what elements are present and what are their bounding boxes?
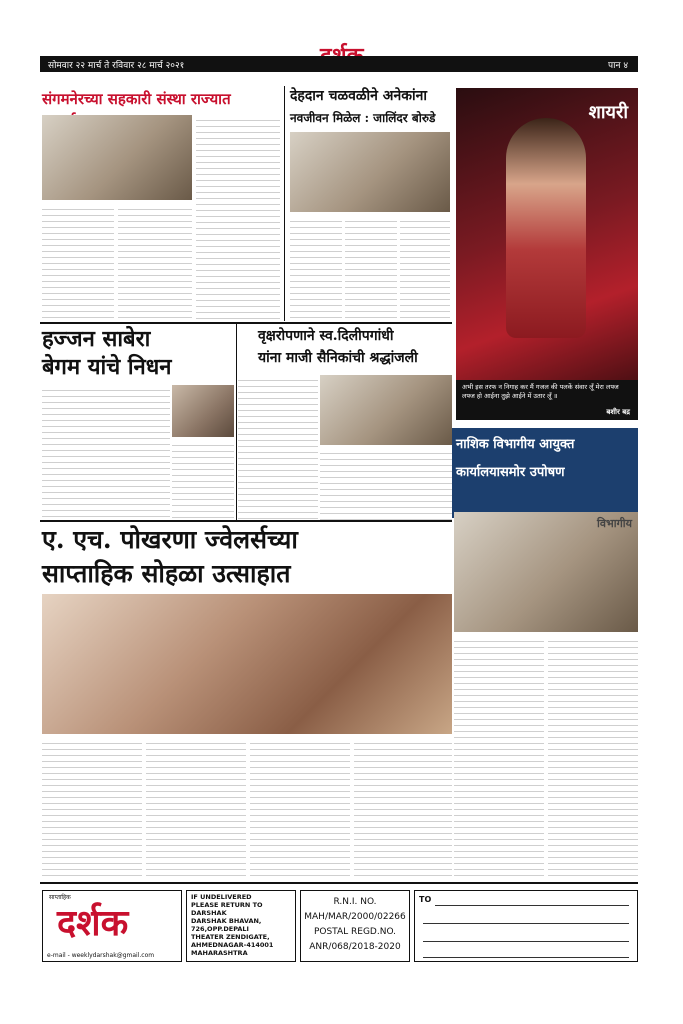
footer-brand-small: साप्ताहिक: [49, 894, 71, 901]
shayari-author: बशीर बद्र: [606, 408, 630, 416]
story5-photo-sign: विभागीय: [597, 517, 632, 530]
story1-text-col3: [118, 204, 192, 320]
reg-line: ANR/068/2018-2020: [309, 942, 401, 952]
story6-headline-line2: साप्ताहिक सोहळा उत्साहात: [42, 559, 291, 588]
shayari-title: शायरी: [588, 102, 628, 123]
story1-photo: [42, 115, 192, 200]
story6-text-col2: [146, 738, 246, 876]
story3-headline-line2: बेगम यांचे निधन: [42, 354, 172, 380]
address-line: MAHARASHTRA: [191, 949, 248, 957]
date-line: सोमवार २२ मार्च ते रविवार २८ मार्च २०२१: [48, 61, 185, 71]
story2-text-col1: [290, 216, 342, 318]
story1-text-col2: [42, 204, 114, 320]
story5-headline-line2: कार्यालयासमोर उपोषण: [456, 465, 565, 480]
address-line: THEATER ZENDIGATE,: [191, 933, 270, 941]
footer-logo-box: [42, 890, 182, 962]
shayari-image: [456, 88, 638, 398]
footer-registration-box: [300, 890, 410, 962]
story5-photo: [454, 512, 638, 632]
story2-photo: [290, 132, 450, 212]
story3-text: [42, 385, 170, 520]
address-line: AHMEDNAGAR-414001: [191, 941, 274, 949]
address-line-blank: [423, 941, 629, 942]
story2-text-col2: [345, 216, 397, 318]
story2-headline-line2: नवजीवन मिळेल : जालिंदर बोरुडे: [290, 111, 436, 125]
story4-text-col2: [320, 448, 452, 520]
story6-text-col1: [42, 738, 142, 876]
footer-email: e-mail - weeklydarshak@gmail.com: [47, 952, 155, 959]
story5-text-col2: [548, 636, 638, 876]
story4-photo: [320, 375, 452, 445]
story6-headline-line1: ए. एच. पोखरणा ज्वेलर्सच्या: [42, 525, 298, 554]
story6-photo: [42, 594, 452, 734]
story6-text-col4: [354, 738, 452, 876]
footer-rule: [40, 882, 638, 884]
story5-text-col1: [454, 636, 544, 876]
address-line: IF UNDELIVERED: [191, 893, 252, 901]
reg-line: POSTAL REGD.NO.: [313, 927, 397, 937]
footer-logo: दर्शक: [57, 902, 129, 944]
story3-text-col2: [172, 440, 234, 520]
story2-text-col3: [400, 216, 450, 318]
story2-headline-line1: देहदान चळवळीने अनेकांना: [290, 88, 428, 104]
story5-headline-line1: नाशिक विभागीय आयुक्त: [456, 437, 575, 452]
story4-headline-line2: यांना माजी सैनिकांची श्रद्धांजली: [258, 350, 418, 366]
page-number: पान ४: [608, 61, 628, 71]
story4-headline-line1: वृक्षरोपणाने स्व.दिलीपगांधी: [258, 328, 394, 344]
story3-headline-line1: हज्जन साबेरा: [42, 326, 151, 352]
reg-line: MAH/MAR/2000/02266: [304, 912, 406, 922]
to-label: TO: [419, 895, 432, 904]
story6-text-col3: [250, 738, 350, 876]
model-figure: [506, 118, 586, 338]
story4-text-col1: [238, 375, 318, 520]
shayari-quote: अभी इस तरफ न निगाह कर मैं गजल की पलकें संवार लूँ मेरा लफ्ज लफ्ज हो आईना तुझे आईने में उतार लूँ ॥: [462, 383, 619, 400]
column-divider: [284, 86, 285, 321]
reg-line: R.N.I. NO.: [333, 897, 377, 907]
story3-portrait: [172, 385, 234, 437]
shayari-quote-box: [456, 380, 638, 420]
column-divider: [236, 324, 237, 520]
address-line-blank: [435, 905, 629, 906]
address-line-blank: [423, 923, 629, 924]
story1-text-col1: [196, 115, 280, 320]
address-line: DARSHAK: [191, 909, 227, 917]
footer-address-box: [186, 890, 296, 962]
address-line: DARSHAK BHAVAN,: [191, 917, 262, 925]
date-bar: [40, 56, 638, 72]
address-line: 726,OPP.DEPALI: [191, 925, 249, 933]
address-line: PLEASE RETURN TO: [191, 901, 263, 909]
story5-headline-box: [452, 428, 638, 518]
address-line-blank: [423, 957, 629, 958]
story1-headline: संगमनेरच्या सहकारी संस्था राज्यात: [42, 90, 231, 108]
footer-to-box: [414, 890, 638, 962]
